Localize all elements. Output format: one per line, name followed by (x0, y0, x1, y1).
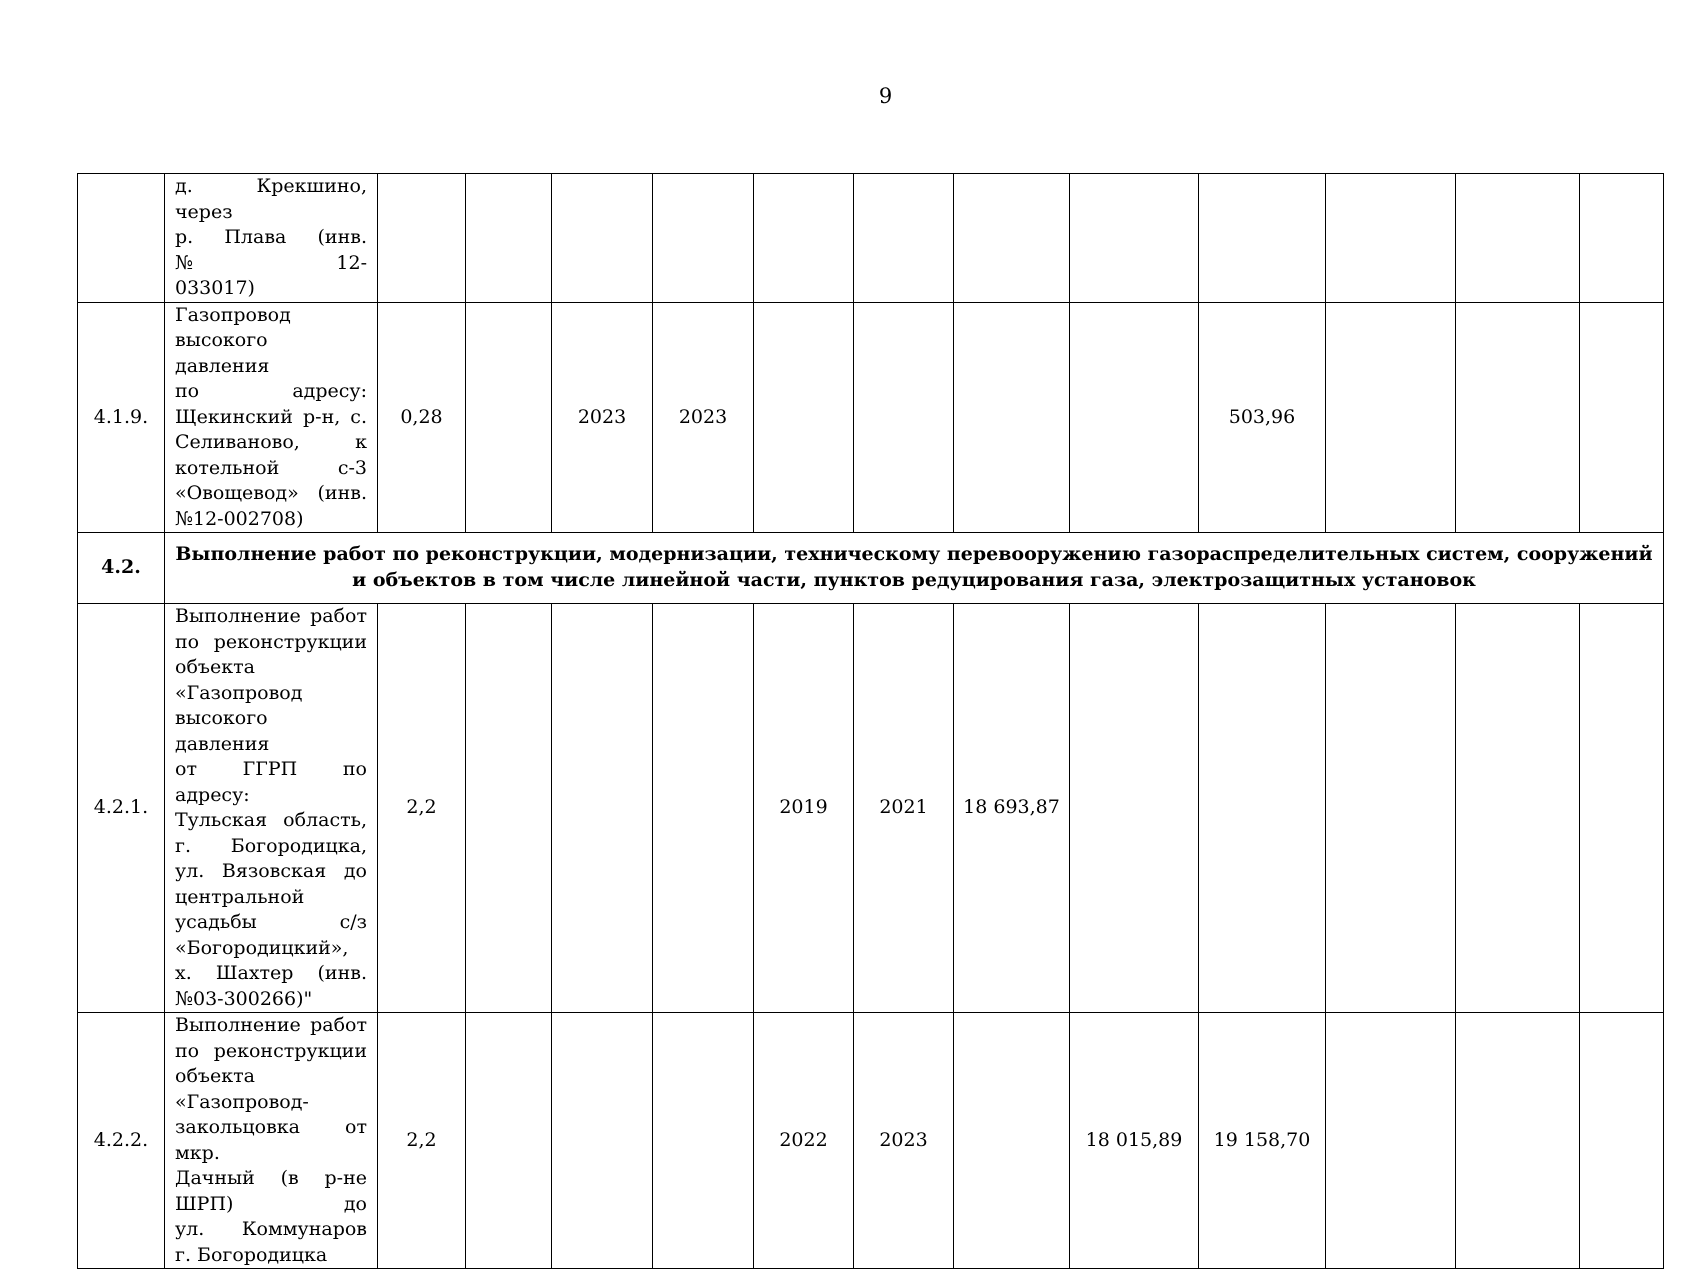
description-line: Дачный (в р-не (175, 1167, 367, 1189)
description-line: от ГГРП по адресу: (175, 758, 367, 806)
description-line: объекта (175, 1065, 255, 1087)
value-cell (1326, 174, 1456, 303)
object-description (165, 302, 378, 533)
value-cell: 0,28 (378, 302, 466, 533)
value-cell (1456, 604, 1580, 1013)
value-cell (1070, 302, 1199, 533)
table-row (78, 604, 1664, 1013)
description-line: №12-002708) (175, 507, 304, 530)
table-row (78, 174, 1664, 303)
description-line: №03-300266)" (175, 987, 313, 1010)
value-cell (552, 1013, 653, 1269)
value-cell (854, 174, 954, 303)
value-cell: 2,2 (378, 604, 466, 1013)
description-line: 033017) (175, 277, 255, 299)
description-line: высокого давления (175, 707, 270, 755)
object-description (165, 174, 378, 303)
value-cell (653, 604, 754, 1013)
description-line: ШРП) до (175, 1192, 367, 1215)
value-cell (552, 604, 653, 1013)
value-cell (1326, 302, 1456, 533)
value-cell (1456, 174, 1580, 303)
value-cell: 2021 (854, 604, 954, 1013)
description-line: «Газопровод (175, 681, 303, 704)
description-line: Тульская область, (175, 809, 367, 831)
value-cell (954, 1013, 1070, 1269)
description-line: Газопровод (175, 303, 291, 326)
description-line: «Газопровод- (175, 1090, 309, 1113)
value-cell (1580, 302, 1664, 533)
description-line: д. Крекшино, через (175, 175, 367, 223)
table-row (78, 1013, 1664, 1269)
value-cell (754, 302, 854, 533)
row-number (78, 174, 165, 303)
table-row (78, 533, 1664, 604)
value-cell (1326, 604, 1456, 1013)
description-line: «Богородицкий», (175, 936, 349, 959)
value-cell: 2019 (754, 604, 854, 1013)
value-cell (378, 174, 466, 303)
value-cell (1199, 604, 1326, 1013)
description-line: «Овощевод» (инв. (175, 482, 367, 504)
value-cell (1580, 604, 1664, 1013)
value-cell (754, 174, 854, 303)
description-line: закольцовка от мкр. (175, 1116, 367, 1164)
section-title: Выполнение работ по реконструкции, модернизации, техническому перевооружению газораспределительных систем, сооружений и объектов в том числе линейной части, пунктов редуцирования газа, электрозащитных установок (165, 533, 1664, 604)
value-cell: 2,2 (378, 1013, 466, 1269)
description-line: Выполнение работ (175, 605, 367, 627)
row-number: 4.2.2. (78, 1013, 165, 1269)
value-cell (552, 174, 653, 303)
description-line: р. Плава (инв. №12- (175, 226, 367, 274)
description-line: г. Богородицка (175, 1243, 328, 1266)
value-cell (466, 604, 552, 1013)
description-line: г. Богородицка, (175, 834, 367, 857)
value-cell: 18 693,87 (954, 604, 1070, 1013)
investment-table (77, 173, 1664, 1269)
description-line: Щекинский р-н, с. (175, 405, 367, 428)
value-cell (1580, 1013, 1664, 1269)
object-description (165, 604, 378, 1013)
value-cell (1580, 174, 1664, 303)
description-line: усадьбы с/з (175, 911, 367, 933)
description-line: высокого давления (175, 329, 270, 377)
description-line: по реконструкции (175, 630, 367, 653)
value-cell (653, 1013, 754, 1269)
value-cell (1456, 1013, 1580, 1269)
value-cell: 19 158,70 (1199, 1013, 1326, 1269)
value-cell (854, 302, 954, 533)
value-cell (653, 174, 754, 303)
table-row (78, 302, 1664, 533)
value-cell (954, 302, 1070, 533)
value-cell (466, 302, 552, 533)
value-cell (1456, 302, 1580, 533)
description-line: ул. Коммунаров (175, 1218, 367, 1240)
value-cell: 2023 (653, 302, 754, 533)
description-line: котельной с-3 (175, 456, 367, 479)
value-cell: 2023 (854, 1013, 954, 1269)
page-number: 9 (878, 84, 893, 108)
description-line: центральной (175, 885, 305, 908)
value-cell (954, 174, 1070, 303)
value-cell (1070, 604, 1199, 1013)
value-cell: 2023 (552, 302, 653, 533)
description-line: по адресу: (175, 380, 367, 402)
value-cell (1326, 1013, 1456, 1269)
description-line: х. Шахтер (инв. (175, 962, 367, 984)
object-description (165, 1013, 378, 1269)
value-cell: 18 015,89 (1070, 1013, 1199, 1269)
description-line: ул. Вязовская до (175, 860, 367, 882)
description-line: по реконструкции (175, 1039, 367, 1062)
value-cell (466, 174, 552, 303)
value-cell (1199, 174, 1326, 303)
description-line: объекта (175, 656, 255, 678)
value-cell (466, 1013, 552, 1269)
value-cell (1070, 174, 1199, 303)
value-cell: 503,96 (1199, 302, 1326, 533)
value-cell: 2022 (754, 1013, 854, 1269)
row-number: 4.2. (78, 533, 165, 604)
row-number: 4.2.1. (78, 604, 165, 1013)
row-number: 4.1.9. (78, 302, 165, 533)
description-line: Выполнение работ (175, 1014, 367, 1036)
description-line: Селиваново, к (175, 431, 367, 453)
